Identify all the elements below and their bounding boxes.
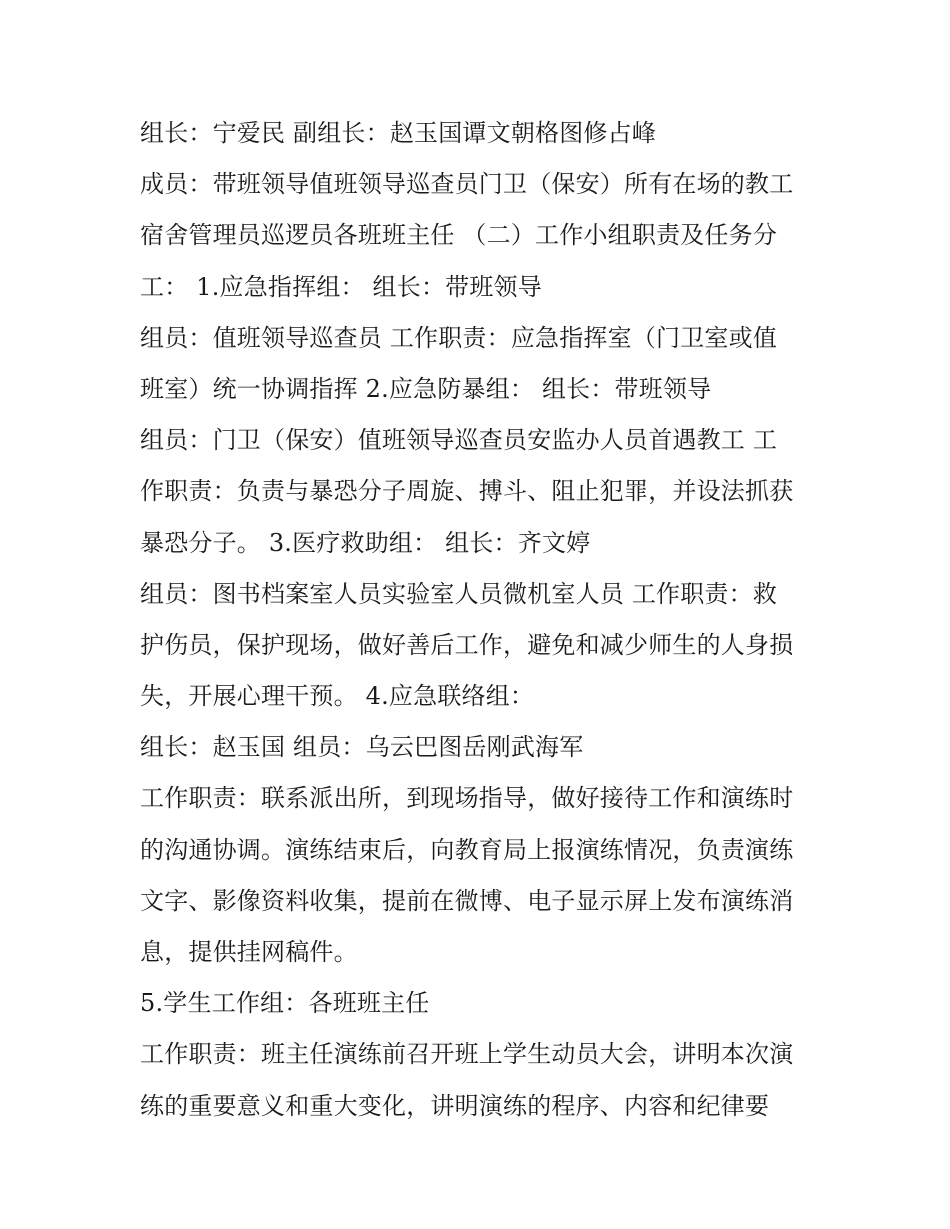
text-line: 组员：图书档案室人员实验室人员微机室人员 工作职责：救 — [140, 579, 778, 608]
text-line: 工作职责：联系派出所，到现场指导，做好接待工作和演练时 — [140, 784, 794, 813]
text-line: 练的重要意义和重大变化，讲明演练的程序、内容和纪律要 — [140, 1091, 770, 1120]
text-line: 成员：带班领导值班领导巡查员门卫（保安）所有在场的教工 — [140, 170, 794, 199]
text-line: 组员：值班领导巡查员 工作职责：应急指挥室（门卫室或值 — [140, 323, 778, 352]
text-line: 暴恐分子。 3.医疗救助组： 组长：齐文婷 — [140, 528, 591, 557]
text-line: 5.学生工作组：各班班主任 — [140, 989, 430, 1018]
text-line: 工作职责：班主任演练前召开班上学生动员大会，讲明本次演 — [140, 1040, 794, 1069]
text-line: 组长：宁爱民 副组长：赵玉国谭文朝格图修占峰 — [140, 119, 657, 147]
text-line: 组员：门卫（保安）值班领导巡查员安监办人员首遇教工 工 — [140, 426, 778, 455]
text-line: 的沟通协调。演练结束后，向教育局上报演练情况，负责演练 — [140, 835, 794, 864]
text-line: 失，开展心理干预。 4.应急联络组： — [140, 682, 535, 711]
text-line: 作职责：负责与暴恐分子周旋、搏斗、阻止犯罪，并设法抓获 — [140, 477, 794, 506]
text-line: 宿舍管理员巡逻员各班班主任 （二）工作小组职责及任务分 — [140, 221, 778, 250]
text-line: 文字、影像资料收集，提前在微博、电子显示屏上发布演练消 — [140, 886, 794, 915]
text-line: 护伤员，保护现场，做好善后工作，避免和减少师生的人身损 — [140, 630, 794, 659]
text-line: 班室）统一协调指挥 2.应急防暴组： 组长：带班领导 — [140, 374, 712, 403]
document-body — [140, 108, 820, 1132]
text-line: 息，提供挂网稿件。 — [140, 938, 358, 966]
text-line: 工： 1.应急指挥组： 组长：带班领导 — [140, 272, 542, 301]
text-line: 组长：赵玉国 组员：乌云巴图岳刚武海军 — [140, 733, 584, 762]
